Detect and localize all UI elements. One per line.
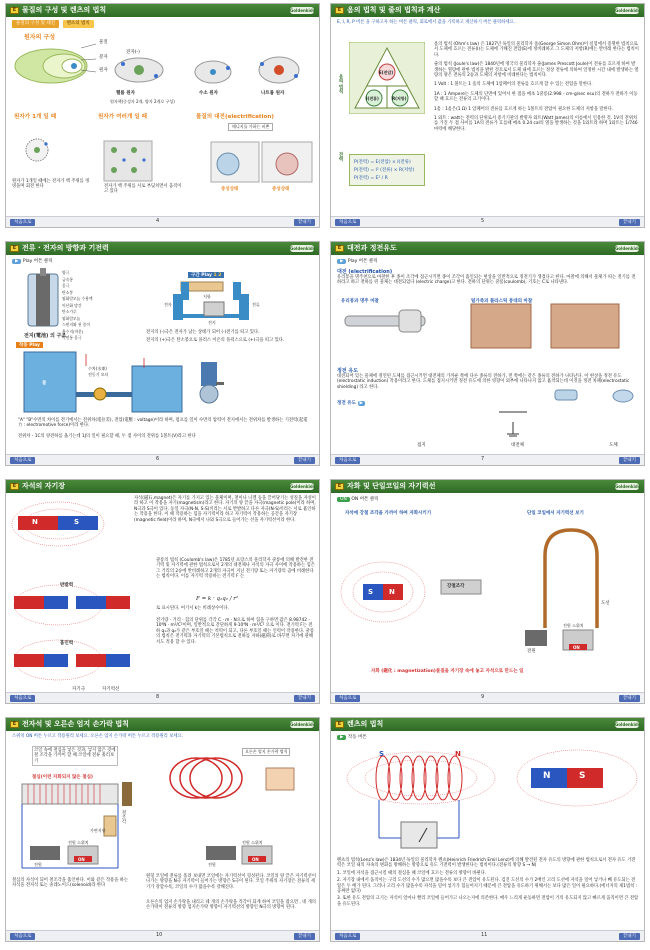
ampere-def-text: 1A : 1 Ampere는 도체의 단면에 있어서 한 점을 매초 1쿨롱(2.998 - cm-g/sec esu)의 전하가 전하가 이동할 때 흐르는 전류의 크기이다. bbox=[434, 91, 638, 103]
exit-button[interactable]: 끝내기 bbox=[619, 933, 640, 940]
section-1-button[interactable]: 1 bbox=[213, 273, 217, 278]
cell-part: 탄소봉 bbox=[62, 289, 74, 295]
tab-matter[interactable]: 물질의 구성 및 대전 bbox=[12, 20, 59, 28]
magnetic-pole-label: 자기극 bbox=[72, 687, 86, 692]
coil-north-label: N bbox=[455, 750, 461, 758]
watt-def-text: 1 와트 : watt는 전력의 단위로서 증기기관의 발명자 와트(Watt James)의 이름에서 인용한 것. 1V의 전위차를 가진 두 점 사이를 1A의 전류가 흐를때 매초 0.24 cal의 열을 발생하는 것을 1와트라 하며 1와트는 1/746 마력에 해당한다. bbox=[434, 116, 638, 132]
atom-name-hydrogen: 수소 원자 bbox=[199, 91, 218, 96]
exit-button[interactable]: 끝내기 bbox=[294, 695, 315, 702]
formula-1[interactable]: P(전력) = E(전압) × I(전류) bbox=[354, 160, 411, 165]
power-source-label-right: 전원 bbox=[208, 862, 216, 867]
slide-footer bbox=[6, 454, 319, 465]
cell-part: 양극 bbox=[62, 270, 70, 275]
electrostatic-illustration bbox=[331, 242, 645, 466]
formula-3[interactable]: P(전력) = E² / R bbox=[354, 176, 388, 181]
brand-logo: Goldenkids bbox=[615, 246, 641, 251]
potential-def-text: 전위차 - 1C의 양전하를 옮기는데 1J의 일이 필요할 때, 두 점 사이의 전위를 1볼트(V)라고 한다 bbox=[18, 434, 196, 439]
electrification-text: 유리봉을 명주천으로 마찰한 후 종이 조각에 접근시키면 종이 조각이 흡인되는 현상을 일반적으로 정전기가 생겼다고 한다. 마찰에 의해서 물체가 띄는 전기를 전하라고 하고 전하를 띤 물체는 대전되었다 (electric charge)고 한다. 전하의 단위는 쿨롬(coulomb), 기호는 C로 나타낸다. bbox=[337, 275, 636, 286]
exit-button[interactable]: 끝내기 bbox=[294, 457, 315, 464]
note-positive: 전지의 (+)극은 탄소봉으로 플러스 이온의 플럭스으로 (+)극을 띄고 있다. bbox=[146, 338, 285, 343]
slide-footer bbox=[6, 216, 319, 227]
coulomb-formula: F = k · q₁q₂ / r² bbox=[196, 596, 239, 602]
tab-lenz[interactable]: 렌츠의 법칙 bbox=[63, 20, 94, 28]
volt-def-text: 1 Volt : 1 볼트는 1 옴의 도체에 1암페어의 전류를 흐르게 할 수 있는 전압을 말한다. bbox=[434, 82, 593, 88]
caption-single-atom: 원자가 1개일 때에는 전자가 핵 주위를 빙빙돌며 회전 한다 bbox=[12, 179, 90, 190]
cell-part: 음극 bbox=[62, 283, 70, 288]
steel-piece-label: 강철조각 bbox=[447, 584, 465, 589]
on-switch-button[interactable]: ON bbox=[573, 645, 580, 650]
battery-circuit-illustration bbox=[6, 242, 320, 466]
page-number: 10 bbox=[156, 932, 163, 938]
ohm-law-text: 옴의 법칙 (Ohm's law) 은 1827년 독일의 물리학자 옴(George Simon Ohm)이 실험에서 증명한 법칙으로서 도체에 흐르는 전류(I)는 도체에 가해진 전압(E)에 정비례하고 그 도체의 저항(R)에는 반비례 한다는 법칙이다. bbox=[434, 42, 639, 58]
section-play-button[interactable] bbox=[188, 272, 224, 278]
slide-title: 렌츠의 법칙 bbox=[347, 720, 384, 728]
wire-label: 도선 bbox=[601, 601, 610, 606]
label-matter: 물질 bbox=[99, 40, 108, 45]
exit-button[interactable]: 끝내기 bbox=[619, 219, 640, 226]
resistor-label: 저항 bbox=[203, 294, 211, 299]
cell-part: 염화암모늄 수용액 bbox=[62, 296, 93, 301]
slide-footer bbox=[6, 930, 319, 941]
slide-badge-icon: E bbox=[10, 245, 19, 252]
slide-title: 옴의 법칙 및 줄의 법칙과 계산 bbox=[347, 6, 441, 14]
operate-play-button[interactable]: 작동 Play bbox=[16, 342, 43, 348]
law-description bbox=[434, 42, 639, 132]
play-icon[interactable]: ▶ bbox=[337, 735, 346, 740]
play-instruction-text: Play 버튼 클릭 bbox=[22, 259, 53, 264]
slide-badge-icon: E bbox=[335, 483, 344, 490]
lenz-point-2: 2. 자기장 내에서 움직이는 구리 도선의 수가 많으면 많을수록 보다 큰 전압이 유도된다. 검진 도선의 수가 2배인 고리 도선에 자석을 밀어 넣거나 빼 유도되는 전압은 두 배가 된다. 그러나 고리 수가 많을수록 자석을 밀어 넣기가 힘들어지기 때문에 큰 전압을 유도하기 위해서는 보다 많은 일이 필요하다.(에너지의 제1법칙 : 공짜란 없다) bbox=[337, 878, 638, 895]
heading-many-atoms: 원자가 여러개 일 때 bbox=[98, 114, 148, 120]
cell-part: 스펀지와 천 종이 bbox=[62, 322, 91, 327]
ohm-side-label: 옴의 법칙 bbox=[338, 74, 343, 94]
field-line-label: 자기력선 bbox=[102, 687, 120, 692]
slide-header bbox=[331, 4, 644, 17]
exit-button[interactable]: 끝내기 bbox=[294, 219, 315, 226]
magnet-north-label: N bbox=[543, 771, 551, 781]
coil-field-note: 원형 코일에 전류를 흘려 보내면 코일에는 자기력선이 형성된다. 코일의 양 끝은 자기력선이 나가는 방향을 N극 자기력이 들어가는 방향은 S극이 된다. 코일 주위의 자기장은 전류의 세기가 강할수록, 코일의 수가 많을수록 강해진다. bbox=[146, 874, 316, 890]
charged-body-label: 대전체 bbox=[511, 443, 525, 448]
play-icon[interactable]: ▶ bbox=[12, 259, 21, 264]
water-label: 물 bbox=[42, 381, 47, 386]
ohm-def-text: 1옴 : 1옴은(1 Ω) 1 암페어의 전류를 흐르게 하는 1볼트의 전압이 필요한 도체의 저항을 말한다. bbox=[434, 106, 614, 112]
on-icon[interactable]: ON bbox=[337, 497, 350, 502]
slide-4 bbox=[5, 3, 320, 228]
iron-core-label: 철심(이런 자화되지 않은 철심) bbox=[32, 775, 93, 780]
slide-footer bbox=[331, 930, 644, 941]
waterwheel-label: 수차(水車) bbox=[88, 366, 107, 371]
note-negative: 전지의 (-)극은 전자가 남는 상태가 되어 (-)전기를 띄고 있다. bbox=[146, 330, 260, 335]
triangle-i[interactable]: I(전류) bbox=[366, 96, 379, 101]
play-icon[interactable]: ▶ bbox=[359, 401, 364, 406]
power-formula-box bbox=[349, 154, 425, 186]
first-button[interactable]: 처음으로 bbox=[335, 695, 360, 702]
brand-logo: Goldenkids bbox=[290, 246, 316, 251]
south-pole-label: S bbox=[74, 518, 80, 526]
power-side-label: 전력 bbox=[338, 152, 343, 161]
motor-label: 전동기 모터 bbox=[88, 372, 109, 377]
cell-part: 아연통 음극 bbox=[62, 335, 82, 340]
slide-8 bbox=[5, 479, 320, 704]
slide-footer bbox=[331, 454, 644, 465]
section-play-label: 구간 Play bbox=[191, 273, 212, 278]
attraction-label: 흡인력 bbox=[60, 641, 74, 646]
slide-footer bbox=[331, 692, 644, 703]
magnet-south-label: S bbox=[579, 771, 586, 781]
section-heading: 원자의 구성 bbox=[24, 34, 56, 41]
nucleus-label: 원자핵(중성자 2개, 양자 2개로 구성) bbox=[110, 99, 175, 104]
heading-single-atom: 원자가 1개 일 때 bbox=[14, 114, 57, 120]
atom-name-sodium: 나트륨 원자 bbox=[261, 91, 285, 96]
exit-button[interactable]: 끝내기 bbox=[619, 695, 640, 702]
section-2-button[interactable]: 2 bbox=[218, 273, 222, 278]
page-number: 4 bbox=[156, 218, 160, 224]
north-pole-label: N bbox=[389, 588, 395, 596]
constant-text: 로 표시된다. 여기서 k는 비례상수이다. bbox=[156, 606, 229, 611]
page-number: 8 bbox=[156, 694, 160, 700]
slide-title: 전자석 및 오른손 엄지 손가락 법칙 bbox=[22, 720, 129, 728]
induction-heading: 정전 유도 bbox=[337, 368, 359, 374]
caption-many-atoms: 전자가 핵 주위를 서로 부딪치면서 움직이고 있다 bbox=[104, 184, 182, 195]
cell-part-labels bbox=[62, 270, 93, 341]
electron-label: 전자(-) bbox=[126, 50, 140, 55]
on-instruction-text: ON 버튼 클릭 bbox=[351, 497, 379, 502]
electromagnet-note: 철심의 자석이 되어 철조각을 흡인한다. 이와 같은 작용을 하는 자석을 전자석 또는 솔레노이드(solenoid)라 한다 bbox=[12, 878, 129, 889]
glass-rod-label: 유리봉과 명주 마찰 bbox=[341, 299, 379, 304]
electrification-heading: 대전 (electrification) bbox=[337, 269, 393, 275]
north-pole-label: N bbox=[32, 518, 38, 526]
magnetize-heading: 자석에 강철 조각을 가까이 하여 자화시키기 bbox=[345, 511, 432, 516]
magnetization-caption: 자화 (磁化 : magnetization)물질을 자기장 속에 놓고 자석으로 만드는 일 bbox=[371, 669, 524, 674]
first-button[interactable]: 처음으로 bbox=[335, 457, 360, 464]
brand-logo: Goldenkids bbox=[290, 8, 316, 13]
slide-9 bbox=[330, 479, 645, 704]
instruction-text: 스위치 ON 버튼 누르고 작용원리 보세요. 오른손 엄지 손가락 버튼 누르고 작용원리 보세요. bbox=[12, 734, 183, 739]
slide-badge-icon: E bbox=[10, 483, 19, 490]
rheostat-label: 가변저항 bbox=[90, 828, 106, 833]
page-number: 9 bbox=[481, 694, 485, 700]
cell-part: 탄소가루 bbox=[62, 309, 77, 314]
ground-label: 접지 bbox=[417, 443, 426, 448]
page-number: 6 bbox=[156, 456, 160, 462]
power-switch-label: 전원 스위치 bbox=[68, 840, 89, 845]
fur-plastic-label: 털가죽과 플라스틱 봉대의 마찰 bbox=[471, 299, 533, 304]
slide-badge-icon: E bbox=[10, 721, 19, 728]
power-switch-label: 전원 스위치 bbox=[563, 623, 584, 628]
right-hand-button[interactable]: 오른손 엄지 손가락 법칙 bbox=[242, 748, 290, 756]
first-button[interactable]: 처음으로 bbox=[335, 933, 360, 940]
conductor-label: 도체 bbox=[609, 443, 618, 448]
cell-part: 염화암모늄 bbox=[62, 315, 81, 321]
first-button[interactable]: 처음으로 bbox=[10, 695, 35, 702]
slide-7 bbox=[330, 241, 645, 466]
ohm-triangle-icon bbox=[349, 42, 425, 114]
play-instruction-text: 작동 버튼 bbox=[347, 735, 367, 740]
triangle-r[interactable]: R(저항) bbox=[392, 96, 407, 101]
brand-logo: Goldenkids bbox=[615, 722, 641, 727]
power-source-label: 전원 bbox=[34, 862, 42, 867]
page-number: 5 bbox=[481, 218, 485, 224]
coil-note: 코일 속에 철심을 넣은 것과, 넣지 않은 것에 철 조각을 가까이 할 때 코일에 전류 흘러보기 bbox=[32, 746, 118, 766]
heading-electrification: 물질의 대전(electrification) bbox=[196, 114, 274, 120]
slide-title: 자석의 자기장 bbox=[22, 482, 66, 490]
steel-piece-label: 철조각 bbox=[121, 810, 126, 824]
instruction-text: E, I, R, P 버튼 을 구하고자 하는 버튼 클릭, 회로에서 값을 기록하고 계산하기 버튼 클릭하세요. bbox=[337, 20, 515, 25]
on-switch-button[interactable]: ON bbox=[78, 857, 85, 862]
induction-text: 대전되어 있는 물체에 절연된 도체를 접근시키면 대전체의 가까운 쪽에 다른 종류의 전하가, 먼 쪽에는 같은 종류의 전하가 나타난다. 이 현상을 정전 유도(electrostatic induction) 작용이라고 한다. 도체를 접지시키면 정전 유도에 의한 영향이 외부에 나타나지 않고 흡착되는데 이것을 정전 차폐(electrostatic shielding) 라고 한다. bbox=[337, 374, 630, 390]
induction-play-text: 정전 유도 bbox=[337, 401, 356, 406]
formula-2[interactable]: P(전력) = I² (전류) × R(저항) bbox=[354, 168, 415, 173]
charge-label-a: 중성상태 bbox=[221, 187, 239, 192]
first-button[interactable]: 처음으로 bbox=[335, 219, 360, 226]
coulomb-text: 쿨롱의 법칙 (Coulomb's law)은 1785년 프랑스의 물리학자 쿨롱에 의해 발견한 전기력 및 자기력에 관한 법칙으로서 2개의 대전체나 자석의 자극 사이에 작용하는 힘은 그 거리의 2승에 반비례하고 2개의 자극이 지닌 전기량 또는 자기량의 곱에 비례한다는 법칙이다. 이를 자기력 작용하는 전기력 F 는 bbox=[156, 558, 315, 580]
first-button[interactable]: 처음으로 bbox=[10, 219, 35, 226]
power-switch-label-right: 전원 스위치 bbox=[242, 840, 263, 845]
triangle-e[interactable]: E(전압) bbox=[379, 70, 394, 75]
slide-footer bbox=[6, 692, 319, 703]
right-hand-note: 오른손의 엄지 손가락을 내리고 네 개의 손가락을 직각이 되게 하여 코일을 잡으면 , 네 개의 손가락이 전류의 방향 엄지손가락 방향이 자기력선의 방향인 N극의 방향이 된다. bbox=[146, 900, 316, 911]
label-atom: 원자 bbox=[99, 68, 108, 73]
slide-badge-icon: E bbox=[335, 721, 344, 728]
units-text: 전기량 · 거리 · 힘의 단위를 각각 C · m · N으로 하여 힘을 구하면 값은 8.98742 · 10⁹N · m²/C²이며, 일반적으로 간단하게 9·10⁹N · m²/C² 으로 이다. 전기력 F는 전하 q₁과 q₂가 같은 부호일 때는 척력이 되고, 다른 부호일 때는 인력이 작용한다. 쿨롱의 법칙은 전기력과 자기력의 기본법칙으로 전하를 자하(磁荷)로 바꾸면 자기에 관해서도 적용 할 수 있다. bbox=[156, 618, 315, 645]
lenz-description bbox=[337, 858, 639, 907]
cell-part: 금속통 bbox=[62, 276, 74, 282]
lenz-point-3: 3. 또한 유도 전압의 크기는 자석이 얼마나 빨리 코일에 들어가고 나오는지에 의존한다. 매우 느리게 운동하면 전압이 거의 유도되지 않고 빠르게 움직이면 큰 전압을 유도된다. bbox=[337, 896, 639, 907]
slide-title: 전류 · 전자의 방향과 기전력 bbox=[22, 244, 109, 252]
slide-title: 물질의 구성 및 렌츠의 법칙 bbox=[22, 6, 107, 14]
play-instruction-text: Play 버튼 클릭 bbox=[347, 259, 378, 264]
page-number: 11 bbox=[481, 932, 488, 938]
joule-law-text: 줄의 법칙 (Joule's law)은 1840년에 영국의 물리학자 줄(James Prescott Joule)이 전류를 흐르게 하여 발생하는 열량에 관한 법칙을 밝힌 것으로서 도체 내에 흐르는 정상 전류에 의하여 일정한 시간 내에 발생하는 열 량의 양은 전류의 2승과 도체의 저항에 비례한다는 법칙이다. bbox=[434, 62, 639, 79]
coil-heading: 단일 코일에서 자기력선 보기 bbox=[527, 511, 584, 516]
slide-5 bbox=[330, 3, 645, 228]
potential-text: "A" "B"수면의 차이를 전기에서는 전위차(電位差), 전압(電壓 : voltage)이라 하며, 펌프를 일이 수면의 압력이 전지에서는 전위차를 발생하는 기전력(起電力 : electromotive force)이라 한다. bbox=[18, 418, 308, 429]
slide-10 bbox=[5, 717, 320, 942]
brand-logo: Goldenkids bbox=[615, 8, 641, 13]
slide-title: 자화 및 단일코일의 자기력선 bbox=[347, 482, 436, 490]
first-button[interactable]: 처음으로 bbox=[10, 933, 35, 940]
magnet-text: 자석(磁石,magnet)은 자기를 가지고 있는 물체이며, 철이나 니켈 등을 끌어당기는 성질을 자성이라 하고 이 작용을 자기(magnetism)라고 한다. 자기의 양 끝을 자극(magnetic pole)이라 하며, N극과 S극이 있다. 동일 자극(N-N, S-S)끼리는 서로 반발하고 다른 자극(N-S)끼리는 서로 흡인하는 작용을 한다. 이 때 작용하는 힘을 자기력이라 하고 자기력이 작용하는 공간을 자기장(magnetic field)이라 하며, N극에서 나와 S극으로 들어가는 선을 자기력선이라 한다. bbox=[134, 496, 316, 523]
current-flow-label: 전류 bbox=[252, 302, 260, 307]
rubbing-button[interactable]: 매니지를 가하는 비쁜 bbox=[228, 123, 273, 131]
on-switch-button-right[interactable]: ON bbox=[252, 857, 259, 862]
atom-label-list bbox=[99, 39, 108, 73]
south-pole-label: S bbox=[368, 588, 374, 596]
brand-logo: Goldenkids bbox=[615, 484, 641, 489]
slide-badge-icon: E bbox=[10, 7, 19, 14]
charge-label-b: 중성상태 bbox=[272, 187, 290, 192]
coil-south-label: S bbox=[379, 750, 385, 758]
atom-name-helium: 헬륨 원자 bbox=[116, 91, 135, 96]
battery-label: 전지 bbox=[208, 320, 216, 325]
first-button[interactable]: 처음으로 bbox=[10, 457, 35, 464]
slide-badge-icon: E bbox=[335, 245, 344, 252]
exit-button[interactable]: 끝내기 bbox=[619, 457, 640, 464]
brand-logo: Goldenkids bbox=[290, 722, 316, 727]
slide-11 bbox=[330, 717, 645, 942]
slide-6 bbox=[5, 241, 320, 466]
electron-flow-label: 전자 bbox=[164, 302, 172, 307]
cell-part: 흡수지(마분) bbox=[62, 328, 84, 334]
cell-caption: 전지(電池) 의 구조 bbox=[24, 333, 67, 339]
play-icon[interactable]: ▶ bbox=[337, 259, 346, 264]
label-molecule: 분자 bbox=[99, 55, 108, 60]
repulsion-label: 반발력 bbox=[60, 583, 74, 588]
lenz-point-1: 1. 코일에 자석을 접근시킬 때의 철심을 때 코일에 흐르는 전류의 방향이 바뀐다. bbox=[337, 870, 487, 876]
brand-logo: Goldenkids bbox=[290, 484, 316, 489]
slide-footer bbox=[331, 216, 644, 227]
power-source-label: 전원 bbox=[527, 649, 536, 654]
slide-title: 대전과 정전유도 bbox=[347, 244, 397, 252]
induction-play-label bbox=[337, 400, 365, 406]
cell-part: 이산화 망간 bbox=[62, 302, 82, 308]
page-number: 7 bbox=[481, 456, 485, 462]
exit-button[interactable]: 끝내기 bbox=[294, 933, 315, 940]
slide-badge-icon: E bbox=[335, 7, 344, 14]
lenz-law-text: 렌츠의 법칙(Lenz's law)은 1834년 독일의 물리학자 렌츠(Heinrich Friedrich Emil Lenz)에 의해 발견된 전자 유도의 방향에 관한 법칙으로서 전자 유도 기전력은 코일 내의 자속의 변화를 방해하는 방향으로 유도 기전력이 발생한다는 법칙이다.(전류의 방향 S → N) bbox=[337, 858, 636, 869]
